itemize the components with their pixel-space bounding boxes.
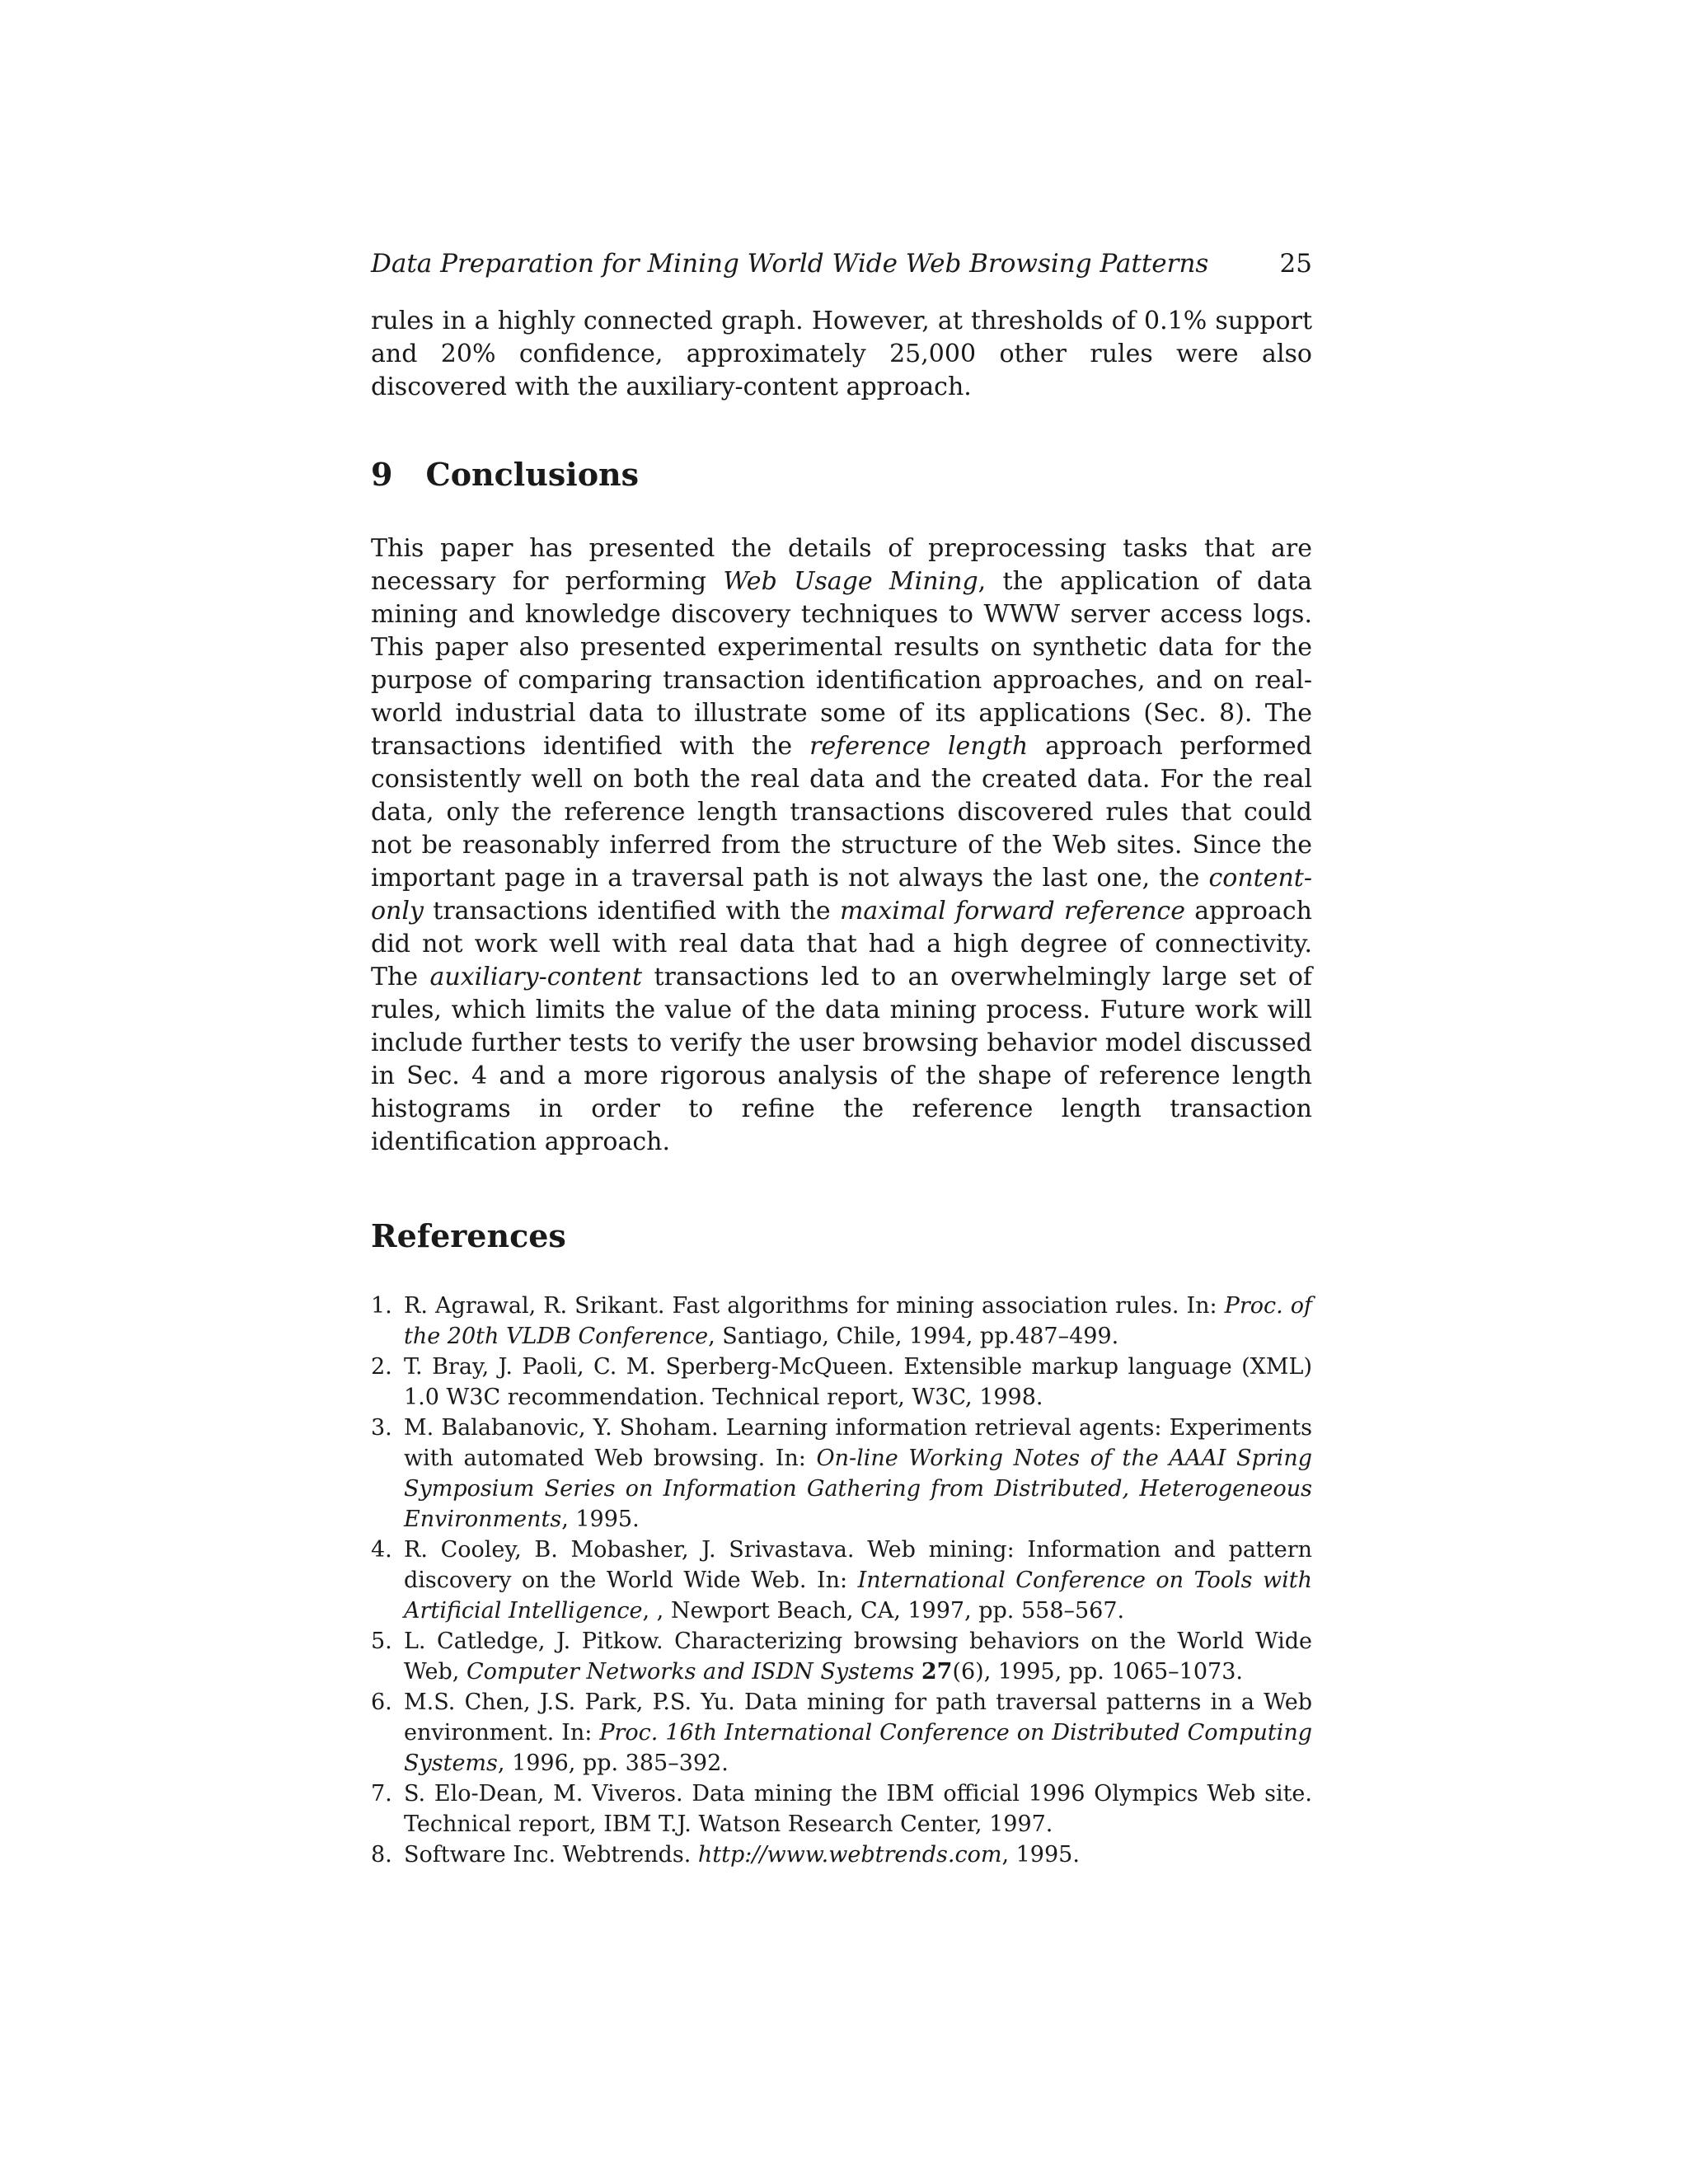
- conclusions-italic-text: maximal forward reference: [839, 897, 1185, 926]
- references-list: [371, 1291, 1312, 1870]
- reference-text: , 1995.: [1001, 1842, 1080, 1868]
- reference-text: [914, 1659, 921, 1685]
- conclusions-paragraph: [371, 532, 1312, 1159]
- reference-item: [371, 1840, 1312, 1870]
- conclusions-heading: [371, 455, 1312, 494]
- reference-italic-text: On-line Working Notes of the AAAI Spring Symposium Series on Information Gathering from Distributed, Heterogeneous Environments: [404, 1446, 1312, 1532]
- intro-paragraph: rules in a highly connected graph. However, at thresholds of 0.1% support and 20% confidence, approximately 25,000 other rules were also discovered with the auxiliary-content approach.: [371, 307, 1312, 401]
- reference-item: [371, 1687, 1312, 1779]
- reference-text: S. Elo-Dean, M. Viveros. Data mining the IBM official 1996 Olympics Web site. Technical report, IBM T.J. Watson Research Center, 1997.: [404, 1781, 1312, 1837]
- references-heading: References: [371, 1217, 566, 1254]
- conclusions-text: This paper has presented the details of preprocessing tasks that are necessary for performing: [371, 534, 1312, 596]
- reference-text: R. Cooley, B. Mobasher, J. Srivastava. Web mining: Information and pattern discovery on the World Wide Web. In:: [404, 1537, 1312, 1593]
- reference-text: M.S. Chen, J.S. Park, P.S. Yu. Data mining for path traversal patterns in a Web environment. In:: [404, 1690, 1312, 1746]
- reference-item: [371, 1535, 1312, 1626]
- reference-number: 2.: [371, 1354, 392, 1380]
- conclusions-text: transactions identified with the: [423, 897, 840, 926]
- reference-text: , 1996, pp. 385–392.: [497, 1750, 729, 1776]
- reference-number: 1.: [371, 1293, 392, 1319]
- reference-text: L. Catledge, J. Pitkow. Characterizing browsing behaviors on the World Wide Web,: [404, 1629, 1312, 1685]
- reference-text: T. Bray, J. Paoli, C. M. Sperberg-McQueen. Extensible markup language (XML) 1.0 W3C recommendation. Technical report, W3C, 1998.: [404, 1354, 1312, 1410]
- reference-item: [371, 1291, 1312, 1352]
- reference-item: [371, 1626, 1312, 1687]
- reference-italic-text: International Conference on Tools with Artificial Intelligence: [404, 1568, 1312, 1624]
- reference-italic-text: http://www.webtrends.com: [697, 1842, 1002, 1868]
- reference-item: [371, 1413, 1312, 1535]
- reference-text: R. Agrawal, R. Srikant. Fast algorithms for mining association rules. In:: [404, 1293, 1225, 1319]
- reference-italic-text: Proc. of the 20th VLDB Conference: [404, 1293, 1312, 1349]
- reference-number: 5.: [371, 1629, 392, 1654]
- reference-text: M. Balabanovic, Y. Shoham. Learning information retrieval agents: Experiments with automated Web browsing. In:: [404, 1415, 1312, 1471]
- reference-number: 3.: [371, 1415, 392, 1441]
- reference-text: Software Inc. Webtrends.: [404, 1842, 698, 1868]
- reference-text: , 1995.: [561, 1507, 640, 1532]
- conclusions-text: , the application of data mining and knowledge discovery techniques to WWW server access logs. This paper also presented experimental results on synthetic data for the purpose of comparing transaction identification approaches, and on real-world industrial data to illustrate some of its applications (Sec. 8). The transactions identified with the: [371, 567, 1312, 761]
- reference-text: (6), 1995, pp. 1065–1073.: [952, 1659, 1243, 1685]
- reference-number: 6.: [371, 1690, 392, 1715]
- reference-item: [371, 1779, 1312, 1840]
- page-number: 25: [1279, 249, 1312, 279]
- paper-page: [371, 247, 1312, 1870]
- conclusions-text: transactions led to an overwhelmingly large set of rules, which limits the value of the data mining process. Future work will include further tests to verify the user browsing behavior model discussed in Sec. 4 and a more rigorous analysis of the shape of reference length histograms in order to refine the reference length transaction identification approach.: [371, 963, 1313, 1156]
- reference-number: 7.: [371, 1781, 392, 1807]
- reference-italic-text: Proc. 16th International Conference on Distributed Computing Systems: [404, 1720, 1312, 1776]
- running-title: Data Preparation for Mining World Wide Web Browsing Patterns: [371, 249, 1209, 279]
- conclusions-italic-text: content-only: [371, 864, 1312, 926]
- section-title: Conclusions: [425, 456, 640, 493]
- reference-item: [371, 1352, 1312, 1413]
- conclusions-text: approach did not work well with real data that had a high degree of connectivity. The: [371, 897, 1313, 991]
- conclusions-italic-text: reference length: [809, 732, 1029, 761]
- reference-text: , Santiago, Chile, 1994, pp.487–499.: [708, 1324, 1119, 1349]
- reference-number: 4.: [371, 1537, 392, 1563]
- conclusions-text: approach performed consistently well on both the real data and the created data. For the real data, only the reference length transactions discovered rules that could not be reasonably inferred from the structure of the Web sites. Since the important page in a traversal path is not always the last one, the: [371, 732, 1312, 893]
- reference-italic-text: Computer Networks and ISDN Systems: [466, 1659, 915, 1685]
- conclusions-italic-text: Web Usage Mining: [723, 567, 978, 596]
- running-head: [371, 247, 1312, 280]
- conclusions-italic-text: auxiliary-content: [429, 963, 643, 991]
- reference-bold-text: 27: [921, 1659, 953, 1685]
- section-number: 9: [371, 456, 393, 493]
- reference-number: 8.: [371, 1842, 392, 1868]
- reference-text: , , Newport Beach, CA, 1997, pp. 558–567.: [642, 1598, 1125, 1624]
